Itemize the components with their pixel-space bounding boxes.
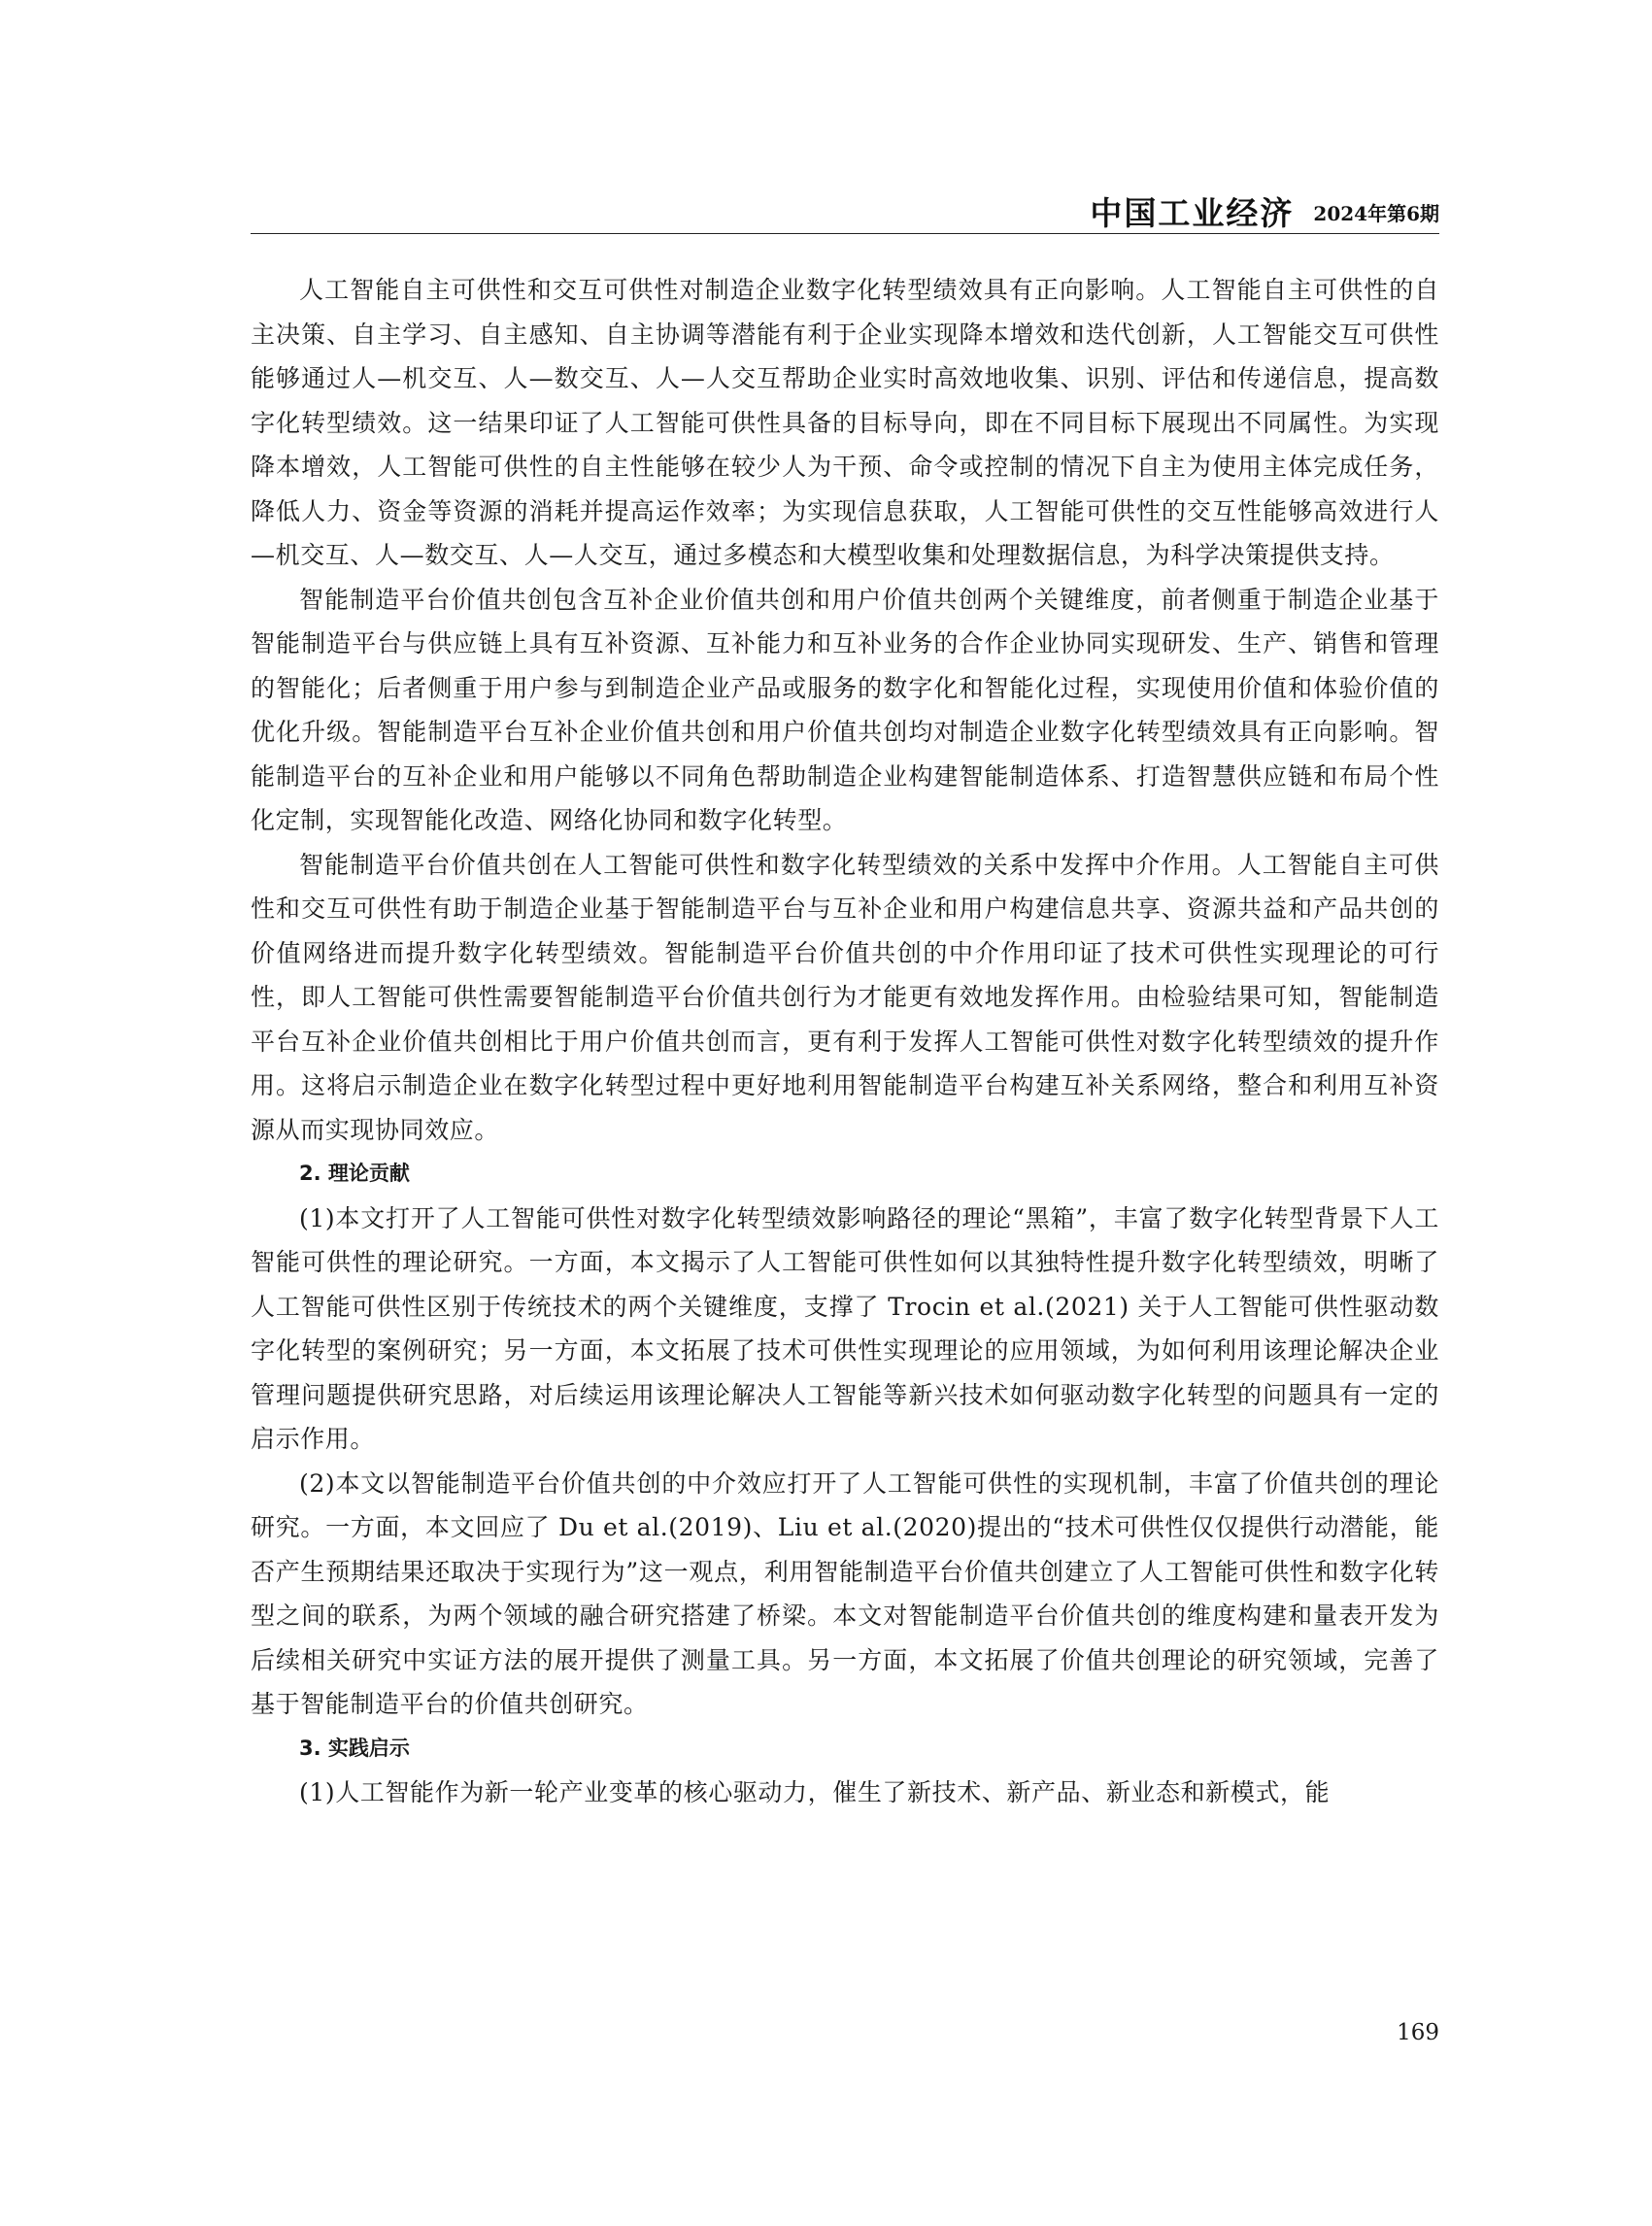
body-paragraph: 智能制造平台价值共创在人工智能可供性和数字化转型绩效的关系中发挥中介作用。人工智能自主可供性和交互可供性有助于制造企业基于智能制造平台与互补企业和用户构建信息共享、资源共益和产品共创的价值网络进而提升数字化转型绩效。智能制造平台价值共创的中介作用印证了技术可供性实现理论的可行性，即人工智能可供性需要智能制造平台价值共创行为才能更有效地发挥作用。由检验结果可知，智能制造平台互补企业价值共创相比于用户价值共创而言，更有利于发挥人工智能可供性对数字化转型绩效的提升作用。这将启示制造企业在数字化转型过程中更好地利用智能制造平台构建互补关系网络，整合和利用互补资源从而实现协同效应。	[251, 850, 1439, 1144]
body-paragraph: (1)人工智能作为新一轮产业变革的核心驱动力，催生了新技术、新产品、新业态和新模式，能	[299, 1778, 1331, 1806]
body-paragraph: 智能制造平台价值共创包含互补企业价值共创和用户价值共创两个关键维度，前者侧重于制造企业基于智能制造平台与供应链上具有互补资源、互补能力和互补业务的合作企业协同实现研发、生产、销售和管理的智能化；后者侧重于用户参与到制造企业产品或服务的数字化和智能化过程，实现使用价值和体验价值的优化升级。智能制造平台互补企业价值共创和用户价值共创均对制造企业数字化转型绩效具有正向影响。智能制造平台的互补企业和用户能够以不同角色帮助制造企业构建智能制造体系、打造智慧供应链和布局个性化定制，实现智能化改造、网络化协同和数字化转型。	[251, 585, 1439, 834]
body-paragraph: 人工智能自主可供性和交互可供性对制造企业数字化转型绩效具有正向影响。人工智能自主可供性的自主决策、自主学习、自主感知、自主协调等潜能有利于企业实现降本增效和迭代创新，人工智能交互可供性能够通过人—机交互、人—数交互、人—人交互帮助企业实时高效地收集、识别、评估和传递信息，提高数字化转型绩效。这一结果印证了人工智能可供性具备的目标导向，即在不同目标下展现出不同属性。为实现降本增效，人工智能可供性的自主性能够在较少人为干预、命令或控制的情况下自主为使用主体完成任务，降低人力、资金等资源的消耗并提高运作效率；为实现信息获取，人工智能可供性的交互性能够高效进行人—机交互、人—数交互、人—人交互，通过多模态和大模型收集和处理数据信息，为科学决策提供支持。	[251, 276, 1439, 569]
header-rule	[251, 233, 1439, 234]
body-paragraph: (1)本文打开了人工智能可供性对数字化转型绩效影响路径的理论“黑箱”，丰富了数字化转型背景下人工智能可供性的理论研究。一方面，本文揭示了人工智能可供性如何以其独特性提升数字化转型绩效，明晰了人工智能可供性区别于传统技术的两个关键维度，支撑了 Trocin et al.(2021) 关于人工智能可供性驱动数字化转型的案例研究；另一方面，本文拓展了技术可供性实现理论的应用领域，为如何利用该理论解决企业管理问题提供研究思路，对后续运用该理论解决人工智能等新兴技术如何驱动数字化转型的问题具有一定的启示作用。	[251, 1203, 1439, 1453]
page-number: 169	[1397, 2020, 1439, 2045]
issue-label: 2024年第6期	[1313, 202, 1439, 225]
section-heading: 3. 实践启示	[299, 1736, 410, 1760]
section-heading: 2. 理论贡献	[299, 1162, 410, 1185]
article-body	[251, 268, 1439, 1815]
journal-title: 中国工业经济	[1090, 194, 1295, 232]
body-paragraph: (2)本文以智能制造平台价值共创的中介效应打开了人工智能可供性的实现机制，丰富了价值共创的理论研究。一方面，本文回应了 Du et al.(2019)、Liu et al.(2020)提出的“技术可供性仅仅提供行动潜能，能否产生预期结果还取决于实现行为”这一观点，利用智能制造平台价值共创建立了人工智能可供性和数字化转型之间的联系，为两个领域的融合研究搭建了桥梁。本文对智能制造平台价值共创的维度构建和量表开发为后续相关研究中实证方法的展开提供了测量工具。另一方面，本文拓展了价值共创理论的研究领域，完善了基于智能制造平台的价值共创研究。	[251, 1468, 1439, 1718]
running-header	[251, 190, 1439, 232]
